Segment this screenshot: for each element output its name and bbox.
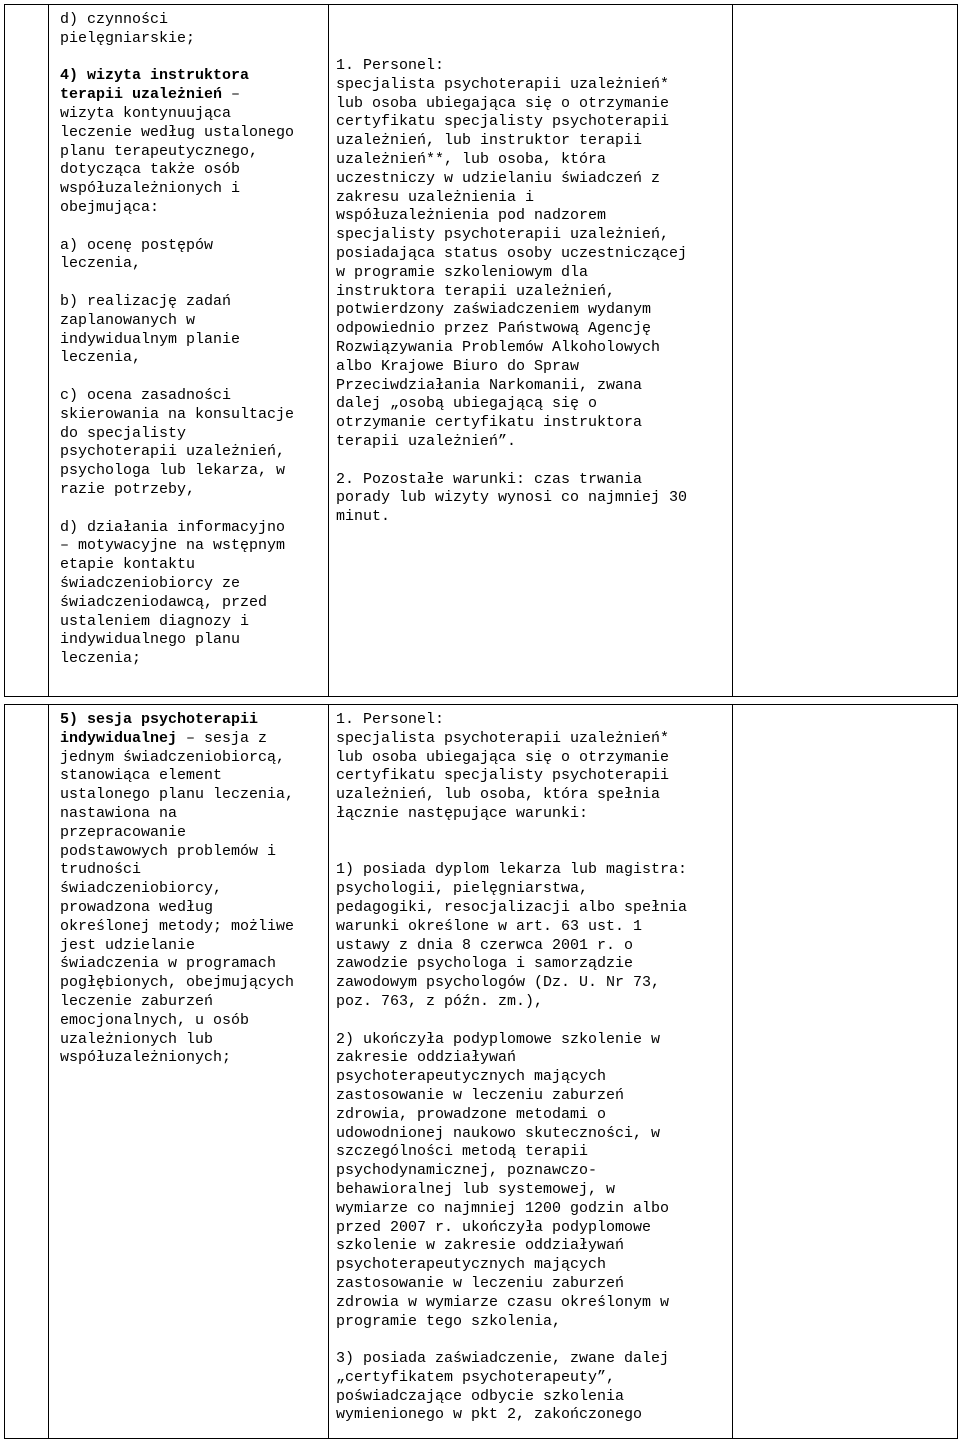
spacer-cell [5,697,49,705]
item-4-title: 4) wizyta instruktora terapii uzależnień [60,67,250,104]
empty-cell [5,705,49,1439]
empty-cell [733,5,958,697]
empty-cell [5,5,49,697]
item-5-heading [60,711,328,1068]
requirement-personnel: 1. Personel: specjalista psychoterapii uzależnień* lub osoba ubiegająca się o otrzymanie certyfikatu specjalisty psychoterapii uzależnień, lub instruktor terapii uzależnień**, lub osoba, która uczestniczy w udzielaniu świadczeń z zakresu uzależnienia i współuzależnienia pod nadzorem specjalisty psychoterapii uzależnień, posiadająca status osoby uczestniczącej w programie szkoleniowym dla instruktora terapii uzależnień, potwierdzony zaświadczeniem wydanym odpowiednio przez Państwową Agencję Rozwiązywania Problemów Alkoholowych albo Krajowe Biuro do Spraw Przeciwdziałania Narkomanii, zwana dalej „osobą ubiegającą się o otrzymanie certyfikatu instruktora terapii uzależnień”. [336,57,688,450]
requirement-training: 2) ukończyła podyplomowe szkolenie w zakresie oddziaływań psychoterapeutycznych mających zastosowanie w leczeniu zaburzeń zdrowia, prowadzone metodami o udowodnionej naukowo skuteczności, w szczególności metodą terapii psychodynamicznej, poznawczo- behawioralnej lub systemowej, w wymiarze co najmniej 1200 godzin albo przed 2007 r. ukończyła podyplomowe szkolenie w zakresie oddziaływań psychoterapeutycznych mających zastosowanie w leczeniu zaburzeń zdrowia w wymiarze czasu określonym w programie tego szkolenia, [336,1030,670,1330]
item-4b: b) realizację zadań zaplanowanych w indywidualnym planie leczenia, [60,292,241,367]
service-description-cell [49,705,329,1439]
requirement-diploma: 1) posiada dyplom lekarza lub magistra: psychologii, pielęgniarstwa, pedagogiki, resocjalizacji albo spełnia warunki określone w art. 63 ust. 1 ustawy z dnia 8 czerwca 2001 r. o zawodzie psychologa i samorządzie zawodowym psychologów (Dz. U. Nr 73, poz. 763, z późn. zm.), [336,861,688,1010]
requirement-other: 2. Pozostałe warunki: czas trwania porady lub wizyty wynosi co najmniej 30 minut. [336,470,688,526]
table-row [5,705,958,1439]
requirements-cell [329,5,733,697]
item-5-title: 5) sesja psychoterapii indywidualnej [60,711,259,747]
requirement-personnel: 1. Personel: specjalista psychoterapii uzależnień* lub osoba ubiegająca się o otrzymanie certyfikatu specjalisty psychoterapii uzależnień, lub osoba, która spełnia łącznie następujące warunki: [336,711,670,822]
service-description-cell [49,5,329,697]
spacer-cell [733,697,958,705]
requirements-cell [329,705,733,1439]
item-4-heading [60,67,328,217]
item-4a: a) ocenę postępów leczenia, [60,236,214,273]
empty-cell [733,705,958,1439]
item-d-care-activities: d) czynności pielęgniarskie; [60,11,196,47]
item-4d: d) działania informacyjno – motywacyjne na wstępnym etapie kontaktu świadczeniobiorcy ze świadczeniodawcą, przed ustaleniem diagnozy i indywidualnego planu leczenia; [60,518,286,668]
spacer-cell [49,697,329,705]
table-row [5,697,958,705]
document-table [4,4,958,1439]
spacer-cell [329,697,733,705]
item-4c: c) ocena zasadności skierowania na konsultacje do specjalisty psychoterapii uzależnień, psychologa lub lekarza, w razie potrzeby, [60,386,295,498]
item-5-text: – sesja z jednym świadczeniobiorcą, stanowiąca element ustalonego planu leczenia, nastawiona na przepracowanie podstawowych problemów i trudności świadczeniobiorcy, prowadzona według określonej metody; możliwe jest udzielanie świadczenia w programach pogłębionych, obejmujących leczenie zaburzeń emocjonalnych, u osób uzależnionych lub współuzależnionych; [60,729,295,1067]
item-4-text: – wizyta kontynuująca leczenie według ustalonego planu terapeutycznego, dotycząca także osób współuzależnionych i obejmująca: [60,86,295,216]
table-row [5,5,958,697]
requirement-certificate: 3) posiada zaświadczenie, zwane dalej „certyfikatem psychoterapeuty”, poświadczające odbycie szkolenia wymienionego w pkt 2, zakończonego [336,1350,670,1424]
